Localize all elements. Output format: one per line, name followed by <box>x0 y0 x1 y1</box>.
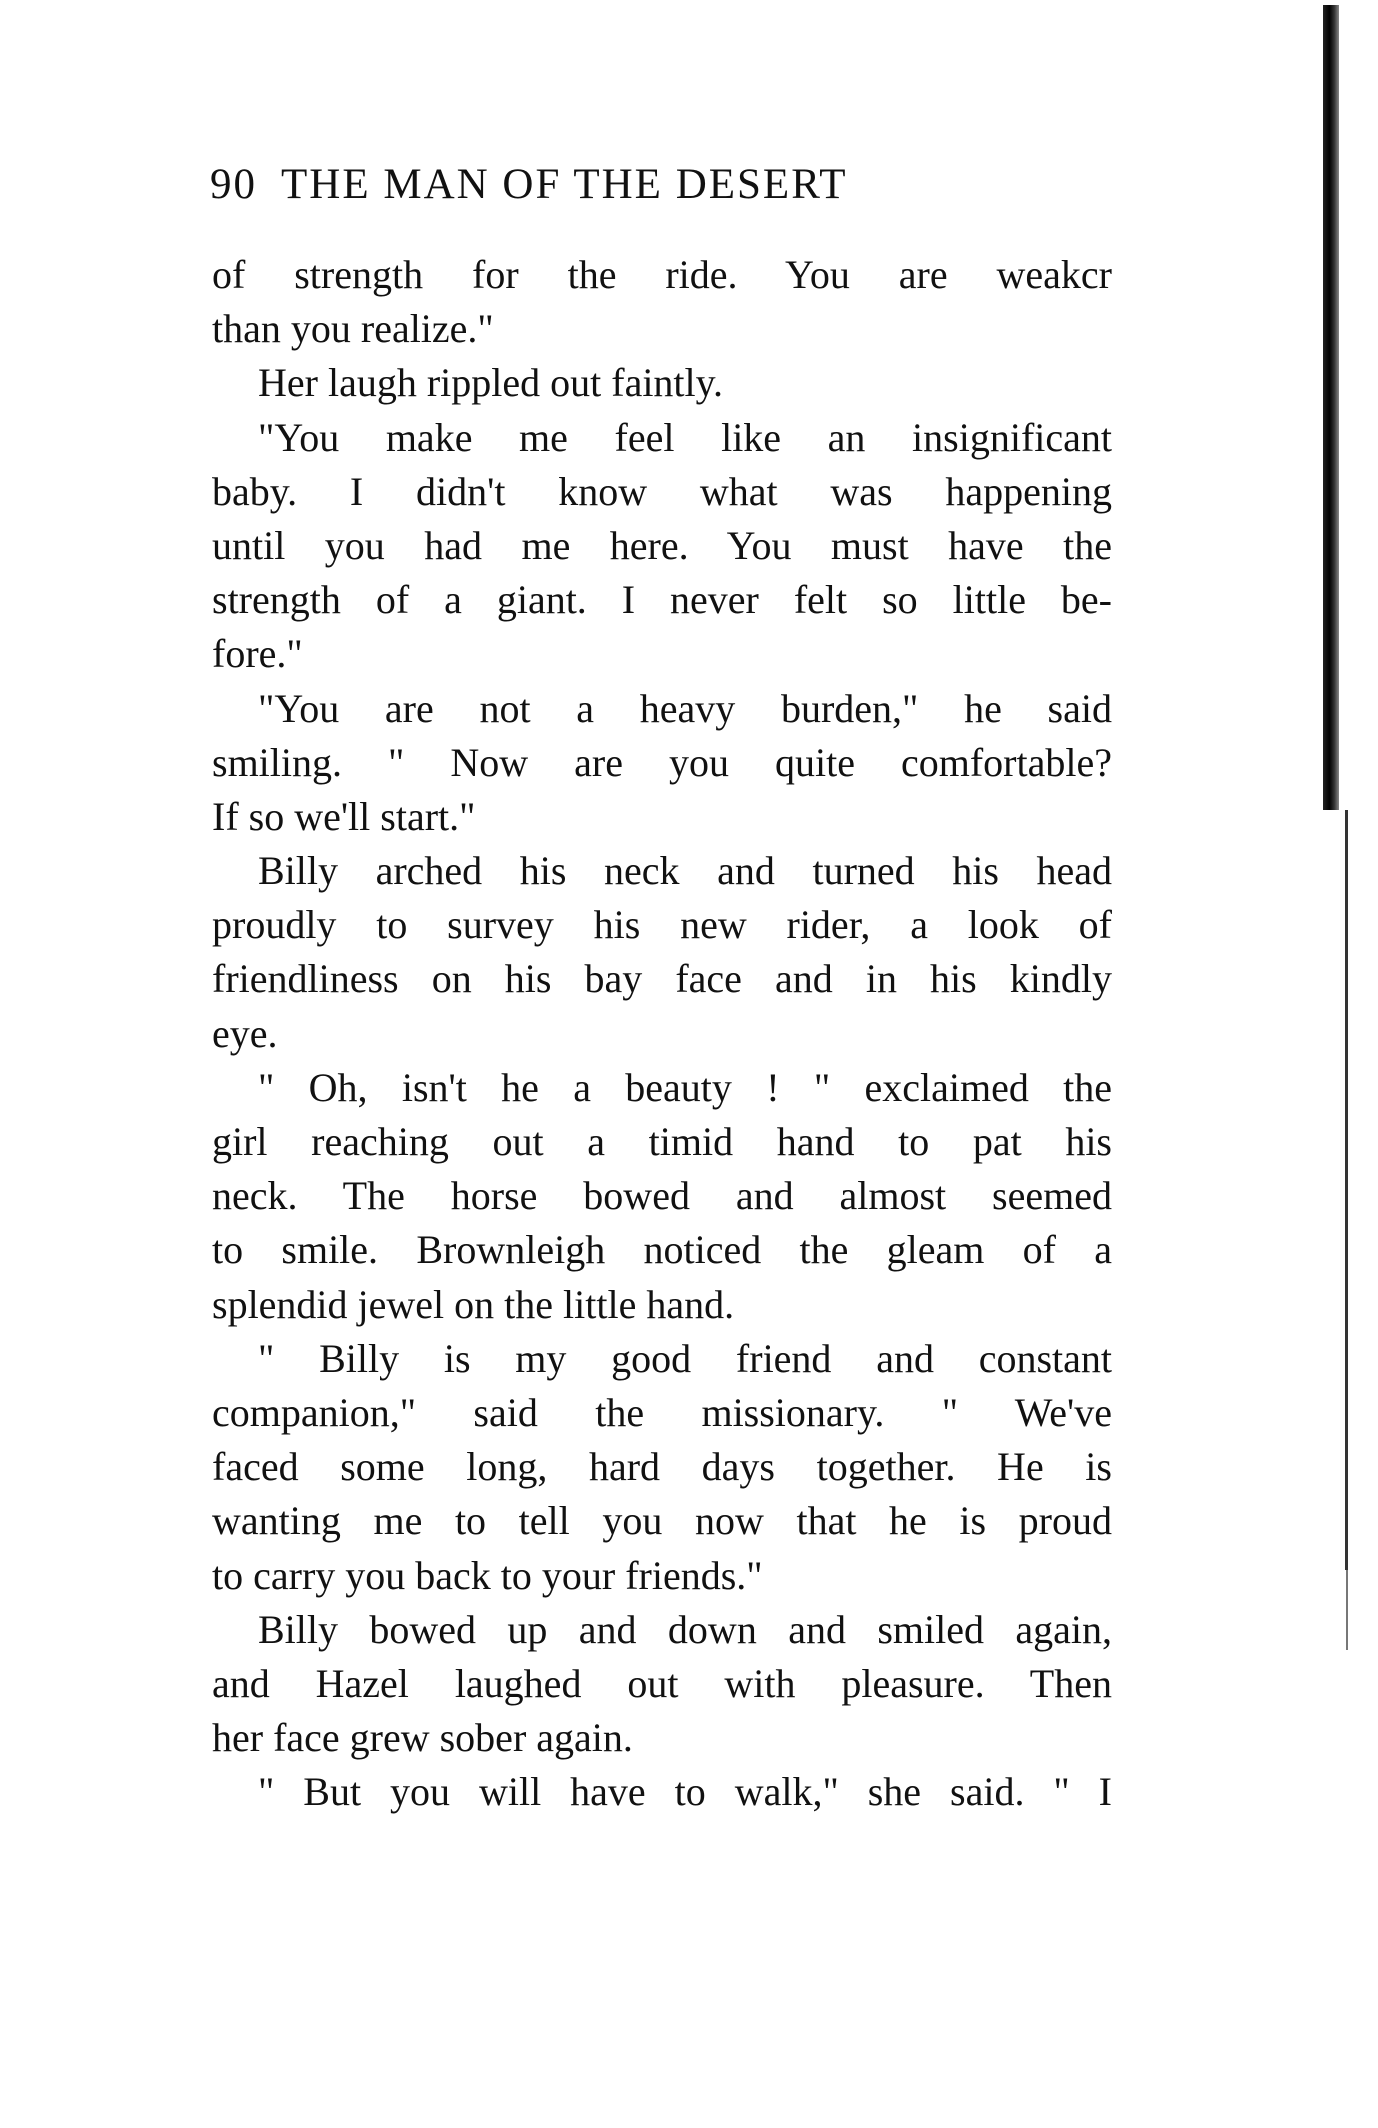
scan-edge-line <box>1345 810 1348 1570</box>
text-line: eye. <box>212 1010 278 1056</box>
text-line: strength of a giant. I never felt so little be- <box>212 577 1112 623</box>
text-line: than you realize." <box>212 306 494 352</box>
running-title: THE MAN OF THE DESERT <box>281 161 848 208</box>
text-line: friendliness on his bay face and in his kindly <box>212 956 1112 1002</box>
text-line: smiling. " Now are you quite comfortable? <box>212 739 1112 785</box>
text-line: proudly to survey his new rider, a look of <box>212 902 1112 948</box>
text-line: to carry you back to your friends." <box>212 1552 763 1598</box>
page-number: 90 <box>210 161 257 208</box>
text-line: until you had me here. You must have the <box>212 522 1112 568</box>
text-line: neck. The horse bowed and almost seemed <box>212 1173 1112 1219</box>
scan-edge-line-bottom <box>1346 1570 1348 1650</box>
text-line: "You make me feel like an insignificant <box>258 414 1112 460</box>
text-line: baby. I didn't know what was happening <box>212 468 1112 514</box>
text-line: faced some long, hard days together. He is <box>212 1444 1112 1490</box>
scan-edge-shadow <box>1323 5 1339 810</box>
text-line: " Oh, isn't he a beauty ! " exclaimed the <box>258 1064 1112 1110</box>
text-line: of strength for the ride. You are weakcr <box>212 252 1112 297</box>
text-line: companion," said the missionary. " We've <box>212 1389 1112 1435</box>
text-line: " But you will have to walk," she said. " I <box>258 1769 1112 1815</box>
text-line: girl reaching out a timid hand to pat his <box>212 1119 1112 1164</box>
text-line: and Hazel laughed out with pleasure. Then <box>212 1660 1112 1706</box>
text-line: Billy bowed up and down and smiled again, <box>258 1606 1112 1652</box>
text-line: Billy arched his neck and turned his head <box>258 848 1112 894</box>
text-line: Her laugh rippled out faintly. <box>258 360 724 406</box>
text-line: to smile. Brownleigh noticed the gleam of a <box>212 1227 1112 1273</box>
text-line: "You are not a heavy burden," he said <box>258 685 1112 731</box>
text-line: wanting me to tell you now that he is proud <box>212 1498 1112 1544</box>
text-line: If so we'll start." <box>212 793 476 839</box>
text-line: her face grew sober again. <box>212 1715 633 1761</box>
text-line: splendid jewel on the little hand. <box>212 1281 735 1327</box>
text-line: fore." <box>212 631 303 677</box>
running-header <box>210 150 1110 220</box>
text-line: " Billy is my good friend and constant <box>258 1335 1112 1381</box>
body-text <box>212 248 1112 1819</box>
